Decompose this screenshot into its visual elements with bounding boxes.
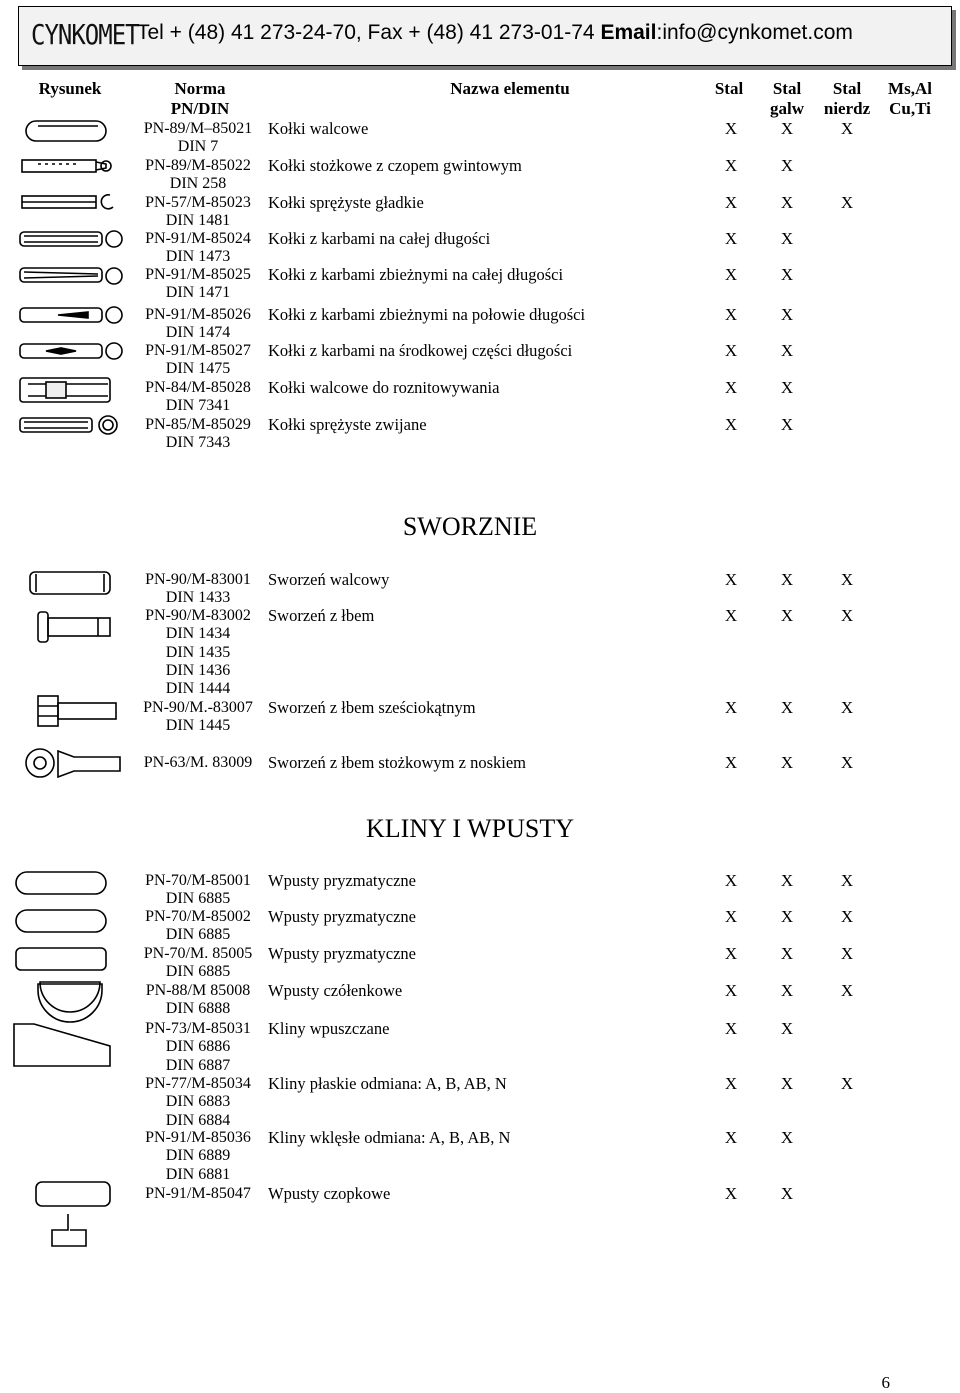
col-norma-line1: Norma (174, 79, 226, 98)
norm-code: PN-91/M-85036 (145, 1129, 251, 1146)
material-mark: X (780, 305, 794, 324)
taper-pin-threaded-icon (22, 160, 111, 172)
material-mark: X (724, 378, 738, 397)
norm-code: PN-89/M-85022 (145, 157, 251, 174)
material-mark: X (780, 907, 794, 926)
grooved-pin-half-icon (20, 307, 122, 323)
element-name: Kołki sprężyste gładkie (268, 193, 424, 212)
element-name: Kołki walcowe (268, 119, 369, 138)
material-mark: X (780, 753, 794, 772)
norm-code: DIN 6887 (165, 1056, 231, 1074)
norm-code: DIN 6888 (165, 1000, 231, 1018)
headed-clevis-pin-icon (38, 612, 110, 642)
norm-cell (130, 1129, 266, 1184)
pin-key-stem-icon (52, 1214, 86, 1246)
norm-code: DIN 1434 (165, 625, 231, 643)
material-mark: X (724, 193, 738, 212)
material-mark: X (840, 753, 854, 772)
page-number: 6 (881, 1373, 890, 1392)
norm-code: DIN 6885 (165, 926, 231, 944)
company-logo: CYNKOMET (31, 18, 139, 52)
norm-code: DIN 6884 (165, 1111, 231, 1129)
norm-code: DIN 1474 (165, 324, 231, 342)
material-mark: X (724, 753, 738, 772)
norm-code: DIN 6889 (165, 1147, 231, 1165)
element-name: Kołki walcowe do roznitowywania (268, 378, 500, 397)
material-mark: X (780, 156, 794, 175)
element-name: Sworzeń z łbem stożkowym z noskiem (268, 753, 526, 772)
norm-code: PN-70/M-85002 (145, 908, 251, 925)
norm-code: PN-91/M-85026 (145, 306, 251, 323)
norm-cell (130, 1185, 266, 1203)
element-name: Kołki z karbami zbieżnymi na całej długości (268, 265, 564, 284)
countersunk-nose-pin-icon (26, 749, 120, 777)
col-ms-al-line2: Cu,Ti (889, 99, 931, 118)
material-mark: X (724, 698, 738, 717)
norm-code: PN-90/M-83002 (145, 607, 251, 624)
col-stal: Stal (714, 79, 744, 98)
norm-code: PN-70/M. 85005 (143, 945, 253, 962)
material-mark: X (780, 193, 794, 212)
norm-code: DIN 6886 (165, 1038, 231, 1056)
norm-code: DIN 6883 (165, 1093, 231, 1111)
element-name: Wpusty czółenkowe (268, 981, 403, 1000)
norm-cell (130, 194, 266, 231)
norm-cell (130, 607, 266, 698)
col-ms-al (880, 79, 940, 119)
norm-code: PN-84/M-85028 (145, 379, 251, 396)
material-mark: X (780, 981, 794, 1000)
spring-pin-icon (22, 195, 113, 209)
material-mark: X (724, 1074, 738, 1093)
element-name: Kołki z karbami zbieżnymi na połowie długości (268, 305, 586, 324)
coiled-spring-pin-icon (20, 416, 117, 434)
material-mark: X (840, 981, 854, 1000)
norm-code: PN-90/M-83001 (145, 571, 251, 588)
element-name: Kliny wklęsłe odmiana: A, B, AB, N (268, 1128, 511, 1147)
material-mark: X (840, 193, 854, 212)
material-mark: X (780, 265, 794, 284)
material-mark: X (724, 1128, 738, 1147)
norm-code: DIN 1445 (165, 717, 231, 735)
element-name: Kliny wpuszczane (268, 1019, 390, 1038)
element-name: Wpusty pryzmatyczne (268, 944, 416, 963)
section-sworznie-title: SWORZNIE (402, 512, 538, 541)
grooved-pin-tapered-icon (20, 268, 122, 284)
norm-cell (130, 908, 266, 945)
norm-code: DIN 7 (177, 138, 219, 156)
element-name: Sworzeń z łbem sześciokątnym (268, 698, 476, 717)
material-mark: X (840, 698, 854, 717)
col-stal-galw (764, 79, 810, 119)
pin-key-icon (36, 1182, 110, 1206)
norm-code: DIN 258 (169, 175, 227, 193)
material-mark: X (724, 229, 738, 248)
material-mark: X (724, 1019, 738, 1038)
material-mark: X (780, 698, 794, 717)
norm-cell (130, 571, 266, 608)
section-kliny-title: KLINY I WPUSTY (366, 814, 574, 843)
element-name: Kołki z karbami na całej długości (268, 229, 491, 248)
material-mark: X (724, 156, 738, 175)
material-mark: X (724, 341, 738, 360)
email-label: Email (600, 21, 657, 44)
material-mark: X (724, 944, 738, 963)
sworznie-drawings (18, 568, 130, 788)
norm-code: PN-89/M–85021 (143, 120, 253, 137)
material-mark: X (840, 570, 854, 589)
element-name: Kołki stożkowe z czopem gwintowym (268, 156, 522, 175)
norm-code: PN-85/M-85029 (145, 416, 251, 433)
material-mark: X (780, 944, 794, 963)
kliny-drawings (10, 862, 130, 1272)
material-mark: X (840, 944, 854, 963)
norm-code: DIN 1471 (165, 284, 231, 302)
norm-code: PN-57/M-85023 (145, 194, 251, 211)
material-mark: X (840, 1074, 854, 1093)
email-value[interactable]: :info@cynkomet.com (656, 21, 853, 44)
material-mark: X (780, 119, 794, 138)
grooved-pin-full-icon (20, 231, 122, 247)
key-rounded-2-icon (16, 910, 106, 932)
norm-code: PN-90/M.-83007 (143, 699, 253, 716)
norm-code: PN-88/M 85008 (145, 982, 251, 999)
norm-code: DIN 7343 (165, 434, 231, 452)
material-mark: X (780, 871, 794, 890)
norm-cell (130, 872, 266, 909)
material-mark: X (780, 415, 794, 434)
norm-cell (130, 306, 266, 343)
element-name: Kołki z karbami na środkowej części długości (268, 341, 573, 360)
material-mark: X (724, 1184, 738, 1203)
norm-code: DIN 1473 (165, 248, 231, 266)
header-box (18, 6, 952, 66)
material-mark: X (780, 1184, 794, 1203)
material-mark: X (840, 119, 854, 138)
norm-cell (130, 1020, 266, 1075)
norm-code: PN-91/M-85025 (145, 266, 251, 283)
col-ms-al-line1: Ms,Al (888, 79, 932, 98)
material-mark: X (724, 265, 738, 284)
material-mark: X (724, 606, 738, 625)
material-mark: X (724, 570, 738, 589)
rivet-pin-icon (20, 378, 110, 402)
norm-cell (130, 416, 266, 453)
norm-code: PN-91/M-85047 (145, 1185, 251, 1202)
norm-code: DIN 1475 (165, 360, 231, 378)
norm-code: DIN 1435 (165, 643, 231, 661)
norm-code: DIN 7341 (165, 397, 231, 415)
key-square-icon (16, 948, 106, 970)
norm-code: PN-63/M. 83009 (143, 754, 253, 771)
contact-info (137, 21, 853, 45)
norm-code: DIN 6885 (165, 963, 231, 981)
material-mark: X (840, 871, 854, 890)
norm-code: PN-91/M-85024 (145, 230, 251, 247)
col-stal-galw-line2: galw (770, 99, 804, 118)
norm-cell (130, 342, 266, 379)
norm-cell (130, 379, 266, 416)
norm-code: DIN 6885 (165, 890, 231, 908)
hex-head-pin-icon (38, 696, 116, 726)
element-name: Sworzeń walcowy (268, 570, 390, 589)
cylindrical-pin-icon (26, 121, 106, 141)
element-name: Wpusty pryzmatyczne (268, 871, 416, 890)
material-mark: X (724, 871, 738, 890)
element-name: Sworzeń z łbem (268, 606, 375, 625)
norm-cell (130, 945, 266, 982)
col-stal-nierdz-line1: Stal (832, 79, 862, 98)
norm-cell (130, 266, 266, 303)
material-mark: X (780, 229, 794, 248)
norm-cell (130, 699, 266, 736)
material-mark: X (724, 305, 738, 324)
norm-code: PN-70/M-85001 (145, 872, 251, 889)
norm-code: DIN 1481 (165, 212, 231, 230)
material-mark: X (780, 606, 794, 625)
material-mark: X (780, 1074, 794, 1093)
norm-code: PN-73/M-85031 (145, 1020, 251, 1037)
material-mark: X (780, 378, 794, 397)
material-mark: X (780, 341, 794, 360)
norm-code: DIN 1436 (165, 661, 231, 679)
woodruff-key-icon (40, 982, 100, 1012)
material-mark: X (780, 1019, 794, 1038)
element-name: Kołki sprężyste zwijane (268, 415, 427, 434)
col-rysunek: Rysunek (38, 79, 102, 98)
element-name: Kliny płaskie odmiana: A, B, AB, N (268, 1074, 507, 1093)
material-mark: X (724, 415, 738, 434)
col-stal-nierdz-line2: nierdz (823, 99, 871, 118)
material-mark: X (724, 119, 738, 138)
norm-cell (130, 157, 266, 194)
material-mark: X (840, 606, 854, 625)
element-name: Wpusty pryzmatyczne (268, 907, 416, 926)
norm-cell (130, 230, 266, 267)
material-mark: X (840, 907, 854, 926)
norm-code: PN-91/M-85027 (145, 342, 251, 359)
norm-cell (130, 120, 266, 157)
col-norma-line2: PN/DIN (170, 99, 230, 118)
key-rounded-icon (16, 872, 106, 894)
norm-code: DIN 1433 (165, 589, 231, 607)
taper-key-icon (14, 1024, 110, 1066)
norm-code: DIN 6881 (165, 1165, 231, 1183)
contact-phone-fax: Tel + (48) 41 273-24-70, Fax + (48) 41 273-01-74 (137, 21, 601, 44)
grooved-pin-center-icon (20, 343, 122, 359)
kolki-drawings (18, 116, 130, 446)
cylindrical-clevis-pin-icon (30, 572, 110, 594)
material-mark: X (780, 570, 794, 589)
col-nazwa: Nazwa elementu (450, 79, 570, 98)
norm-cell (130, 754, 266, 772)
element-name: Wpusty czopkowe (268, 1184, 391, 1203)
col-stal-nierdz (818, 79, 876, 119)
norm-cell (130, 1075, 266, 1130)
norm-code: PN-77/M-85034 (145, 1075, 251, 1092)
norm-cell (130, 982, 266, 1019)
material-mark: X (724, 907, 738, 926)
material-mark: X (780, 1128, 794, 1147)
col-stal-galw-line1: Stal (772, 79, 802, 98)
material-mark: X (724, 981, 738, 1000)
norm-code: DIN 1444 (165, 680, 231, 698)
col-norma (140, 79, 260, 119)
